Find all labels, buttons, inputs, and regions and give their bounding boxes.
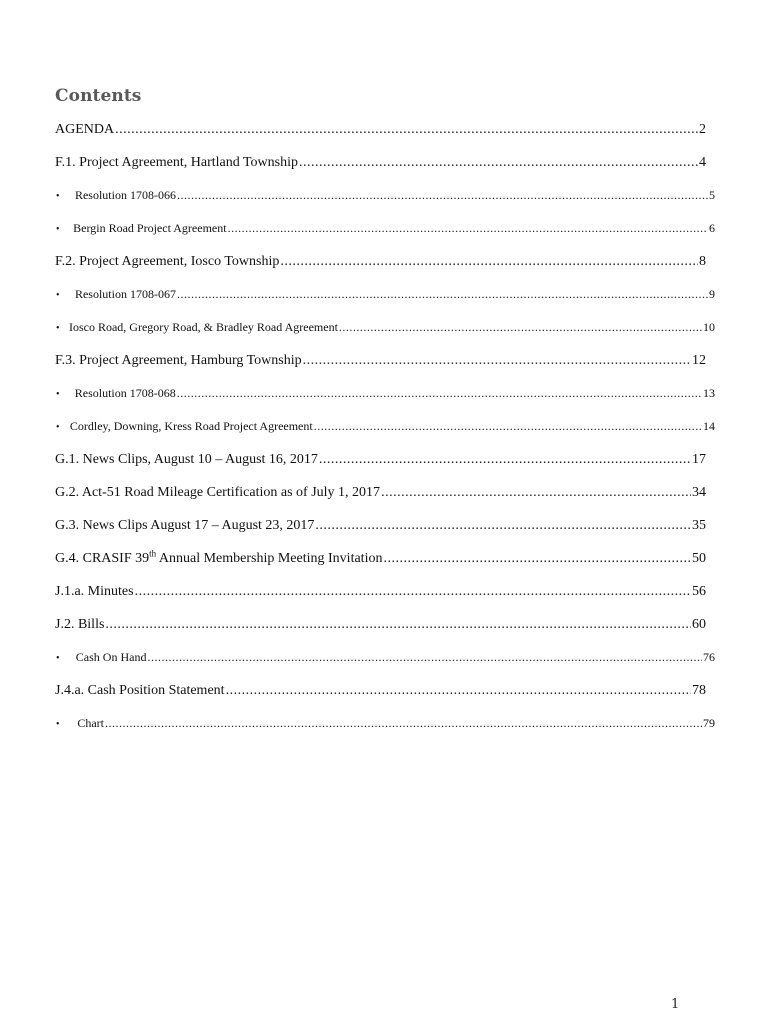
toc-entry-title-text: F.3. Project Agreement, Hamburg Township: [55, 353, 302, 368]
toc-entry-title: [55, 353, 302, 369]
toc-entry[interactable]: [55, 155, 706, 171]
toc-entry-title: [73, 221, 226, 236]
dot-leader: [383, 551, 691, 567]
dot-leader: [135, 584, 691, 600]
toc-entry-title-text: AGENDA: [55, 122, 115, 137]
toc-entry-title-text: G.4. CRASIF 39: [55, 551, 150, 566]
toc-subentry[interactable]: [55, 221, 715, 236]
toc-entry-title-text: Bergin Road Project Agreement: [73, 221, 227, 235]
toc-subentry[interactable]: [55, 386, 715, 401]
toc-entry-title: [55, 683, 225, 699]
bullet-icon: •: [56, 719, 60, 730]
bullet-icon: •: [56, 191, 60, 202]
toc-entry-title: [77, 716, 104, 731]
toc-entry-title-superscript: th: [149, 548, 157, 559]
toc-entry-page-number: 60: [692, 617, 706, 632]
dot-leader: [226, 683, 691, 699]
toc-entry-title-text: F.1. Project Agreement, Hartland Township: [55, 155, 298, 170]
toc-subentry[interactable]: [55, 419, 715, 434]
toc-entry[interactable]: [55, 353, 706, 369]
dot-leader: [299, 155, 698, 171]
toc-entry-title-text: Cordley, Downing, Kress Road Project Agreement: [69, 419, 313, 433]
toc-entry-page-number: 35: [692, 518, 706, 533]
toc-entry-title: [55, 122, 114, 138]
toc-entry-title-text: Cash On Hand: [75, 650, 147, 664]
dot-leader: [105, 617, 691, 633]
dot-leader: [315, 518, 691, 534]
dot-leader: [303, 353, 691, 369]
toc-entry-title-text: Iosco Road, Gregory Road, & Bradley Road Agreement: [68, 320, 338, 334]
toc-entry-title: [75, 287, 176, 302]
toc-entry-title-text: Resolution 1708-067: [74, 287, 176, 301]
toc-entry-page-number: 50: [692, 551, 706, 566]
bullet-icon: •: [56, 323, 60, 334]
dot-leader: [319, 452, 691, 468]
dot-leader: [115, 122, 698, 138]
toc-entry[interactable]: [55, 452, 706, 468]
dot-leader: [177, 386, 702, 401]
bullet-icon: •: [56, 389, 60, 400]
toc-entry-title-text: Resolution 1708-066: [74, 188, 176, 202]
toc-entry[interactable]: [55, 254, 706, 270]
toc-subentry[interactable]: [55, 320, 715, 335]
toc-entry-title: [55, 548, 383, 567]
page-number: 1: [671, 997, 680, 1012]
bullet-icon: •: [56, 422, 60, 433]
toc-entry[interactable]: [55, 617, 706, 633]
toc-entry[interactable]: [55, 122, 706, 138]
contents-heading: Contents: [55, 86, 142, 106]
toc-subentry[interactable]: [55, 650, 715, 665]
toc-subentry[interactable]: [55, 188, 715, 203]
bullet-icon: •: [56, 290, 60, 301]
dot-leader: [177, 188, 708, 203]
toc-entry-title: [69, 320, 338, 335]
bullet-icon: •: [56, 224, 60, 235]
toc-entry-title-text: G.3. News Clips August 17 – August 23, 2017: [55, 518, 315, 533]
toc-entry-title-text: F.2. Project Agreement, Iosco Township: [55, 254, 280, 269]
toc-entry[interactable]: [55, 584, 706, 600]
toc-entry-page-number: 56: [692, 584, 706, 599]
toc-entry-title-text: Resolution 1708-068: [74, 386, 176, 400]
toc-entry-page-number: 8: [699, 254, 706, 269]
toc-entry[interactable]: [55, 548, 706, 567]
bullet-icon: •: [56, 653, 60, 664]
toc-entry[interactable]: [55, 683, 706, 699]
toc-entry-title: [55, 617, 104, 633]
toc-entry[interactable]: [55, 485, 706, 501]
dot-leader: [381, 485, 691, 501]
dot-leader: [147, 650, 702, 665]
toc-entry-page-number: 9: [709, 287, 715, 301]
toc-entry-title: [75, 386, 176, 401]
toc-entry-title-continuation: Annual Membership Meeting Invitation: [156, 551, 383, 566]
toc-entry-title: [55, 518, 314, 534]
toc-subentry[interactable]: [55, 287, 715, 302]
toc-entry-title-text: G.2. Act-51 Road Mileage Certification as of July 1, 2017: [55, 485, 381, 500]
toc-entry-page-number: 34: [692, 485, 706, 500]
toc-entry-page-number: 13: [703, 386, 715, 400]
toc-entry-title-text: J.1.a. Minutes: [55, 584, 134, 599]
toc-entry-title: [55, 584, 134, 600]
toc-entry-title: [75, 188, 176, 203]
toc-entry-title: [55, 452, 318, 468]
dot-leader: [228, 221, 708, 236]
toc-entry-page-number: 17: [692, 452, 706, 467]
dot-leader: [280, 254, 698, 270]
toc-entry-page-number: 14: [703, 419, 715, 433]
toc-entry-title: [76, 650, 147, 665]
toc-entry-page-number: 10: [703, 320, 715, 334]
toc-entry-page-number: 5: [709, 188, 715, 202]
toc-entry-title-text: Chart: [77, 716, 104, 730]
toc-entry-page-number: 79: [703, 716, 715, 730]
toc-entry[interactable]: [55, 518, 706, 534]
dot-leader: [177, 287, 708, 302]
toc-entry-title: [70, 419, 313, 434]
toc-entry-page-number: 12: [692, 353, 706, 368]
toc-entry-title: [55, 155, 298, 171]
toc-entry-page-number: 78: [692, 683, 706, 698]
toc-entry-title-text: J.2. Bills: [55, 617, 105, 632]
toc-entry-title: [55, 254, 279, 270]
dot-leader: [105, 716, 702, 731]
toc-subentry[interactable]: [55, 716, 715, 731]
toc-entry-page-number: 2: [699, 122, 706, 137]
toc-entry-title: [55, 485, 380, 501]
dot-leader: [339, 320, 702, 335]
dot-leader: [314, 419, 702, 434]
toc-entry-page-number: 4: [699, 155, 706, 170]
toc-entry-title-text: J.4.a. Cash Position Statement: [55, 683, 225, 698]
toc-entry-page-number: 6: [709, 221, 715, 235]
toc-entry-page-number: 76: [703, 650, 715, 664]
toc-entry-title-text: G.1. News Clips, August 10 – August 16, 2017: [55, 452, 318, 467]
